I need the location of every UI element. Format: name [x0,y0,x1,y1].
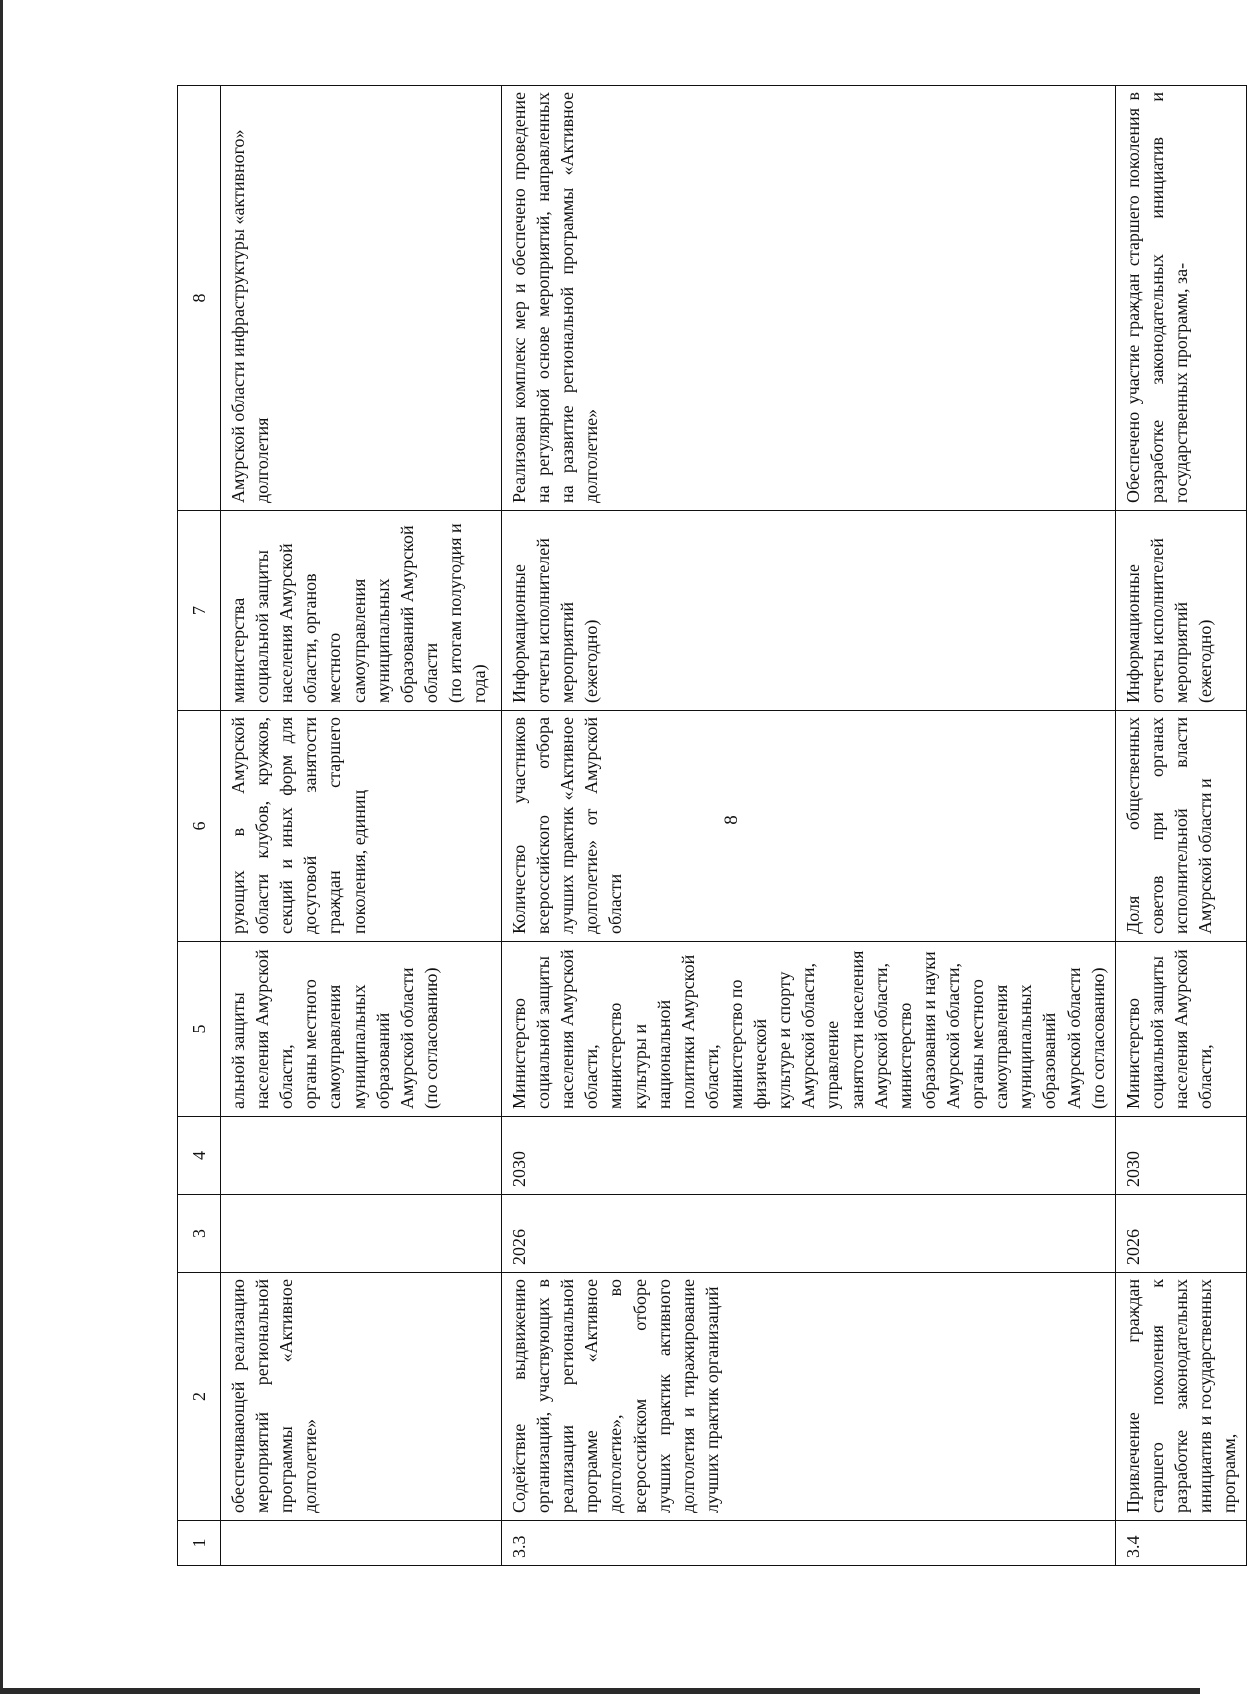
table-header-row [178,86,221,1566]
rotated-table-container [177,86,1240,1566]
executors-cell: Министерство социальной защиты населения Амурской области, министерство культуры и национальной политики Амурской области, министерство по физической культуре и спорту Амурской области, управление занятости населения Амурской области, министерство образования и науки Амурской области, органы местного самоуправления муниципальных образований Амурской области (по согласованию) [502,942,1116,1117]
start-year-cell [221,1195,502,1273]
table-row [1115,86,1247,1566]
scan-edge-left [0,0,3,1694]
header-cell-col-5: 5 [178,942,221,1117]
header-cell-col-8: 8 [178,86,221,511]
header-cell-col-3: 3 [178,1195,221,1273]
reporting-cell: министерства социальной защиты населения Амурской области, органов местного самоуправления муниципальных образований Амурской области (по итогам полугодия и года) [221,511,502,711]
indicator-cell: Доля общественных советов при органах исполнительной власти Амурской области и [1115,711,1247,942]
action-plan-table [177,85,1247,1566]
start-year-cell: 2026 [502,1195,1116,1273]
result-cell: Реализован комплекс мер и обеспечено проведение на регулярной основе мероприятий, направленных на развитие региональной программы «Активное долголетие» [502,86,1116,511]
header-cell-col-2: 2 [178,1273,221,1521]
reporting-cell: Информационные отчеты исполнителей мероприятий (ежегодно) [502,511,1116,711]
executors-cell: Министерство социальной защиты населения Амурской области, [1115,942,1247,1117]
header-cell-col-6: 6 [178,711,221,942]
indicator-cell: Количество участников всероссийского отбора лучших практик «Активное долголетие» от Амурской области [502,711,1116,942]
measure-cell: обеспечивающей реализацию мероприятий региональной программы «Активное долголетие» [221,1273,502,1521]
row-number-cell: 3.4 [1115,1521,1247,1566]
table-row [221,86,502,1566]
header-cell-col-7: 7 [178,511,221,711]
indicator-cell: рующих в Амурской области клубов, кружков, секций и иных форм для досуговой занятости граждан старшего поколения, единиц [221,711,502,942]
row-number-cell: 3.3 [502,1521,1116,1566]
page-number: 8 [721,815,742,825]
scan-edge-bottom [0,1688,1200,1694]
result-cell: Амурской области инфраструктуры «активного» долголетия [221,86,502,511]
executors-cell: альной защиты населения Амурской области, органы местного самоуправления муниципальных образований Амурской области (по согласованию) [221,942,502,1117]
start-year-cell: 2026 [1115,1195,1247,1273]
reporting-cell: Информационные отчеты исполнителей мероприятий (ежегодно) [1115,511,1247,711]
end-year-cell [221,1117,502,1195]
end-year-cell: 2030 [1115,1117,1247,1195]
table-row [502,86,1116,1566]
table-frame [177,86,1240,1566]
measure-cell: Привлечение граждан старшего поколения к разработке законодательных инициатив и государственных программ, [1115,1273,1247,1521]
header-cell-col-4: 4 [178,1117,221,1195]
measure-cell: Содействие выдвижению организаций, участвующих в реализации региональной программе «Активное долголетие», во всероссийском отборе лучших практик активного долголетия и тиражирование лучших практик организаций [502,1273,1116,1521]
row-number-cell [221,1521,502,1566]
header-cell-col-1: 1 [178,1521,221,1566]
end-year-cell: 2030 [502,1117,1116,1195]
result-cell: Обеспечено участие граждан старшего поколения в разработке законодательных инициатив и государственных программ, за- [1115,86,1247,511]
